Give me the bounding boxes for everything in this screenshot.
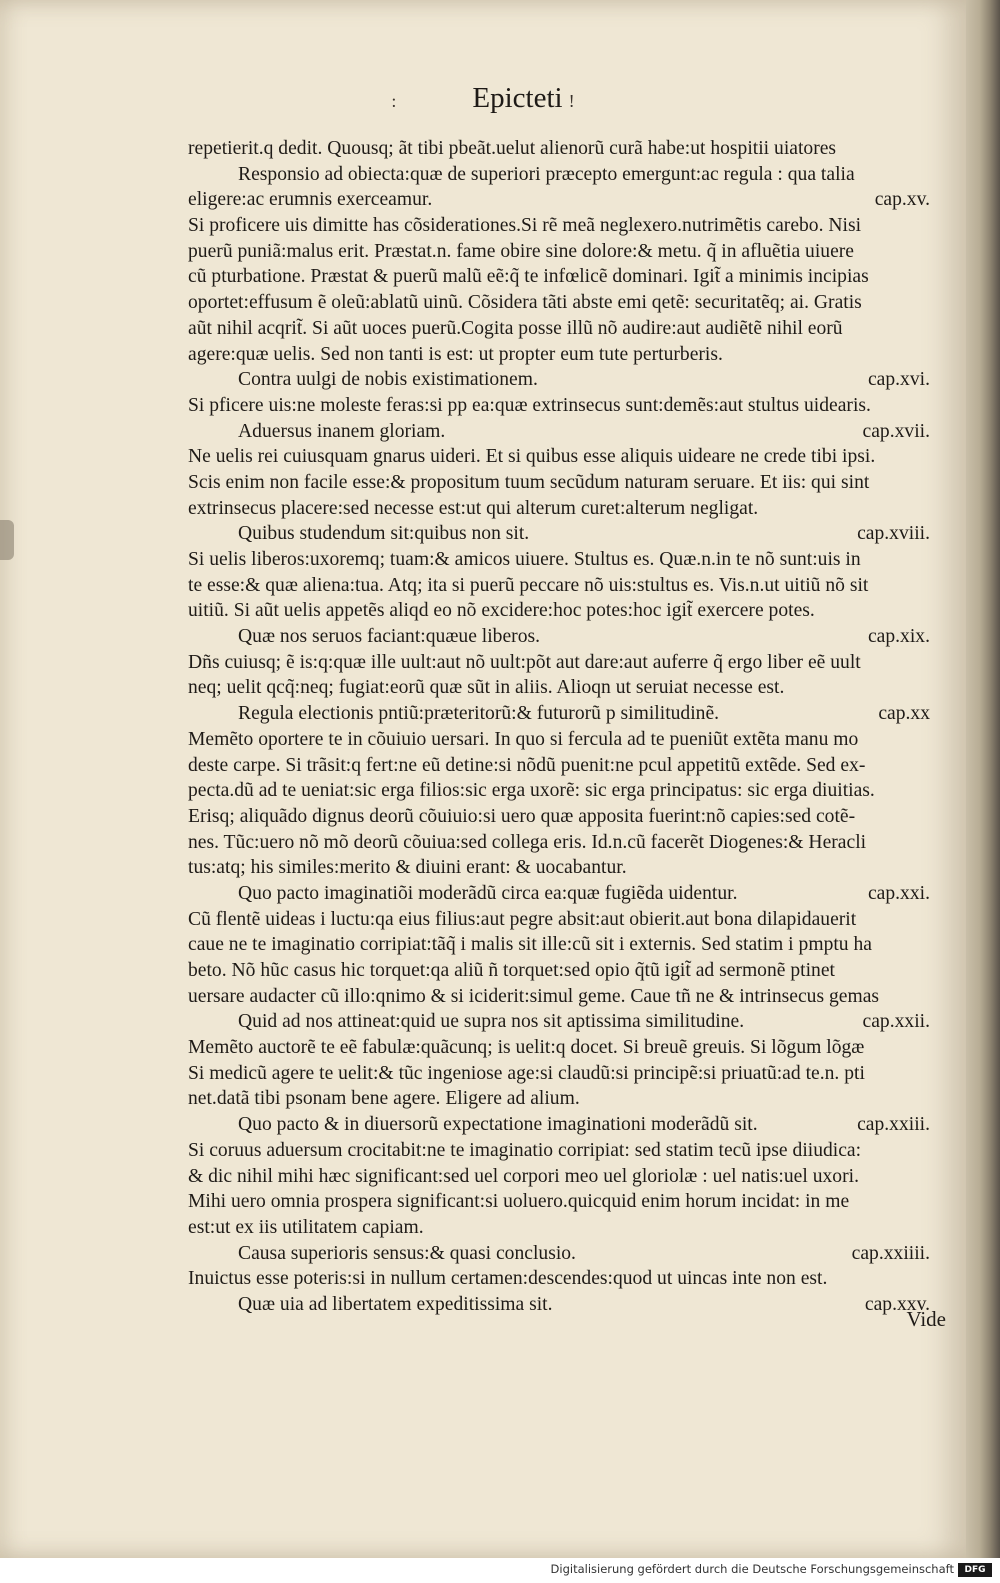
line-text: & dic nihil mihi hæc significant:sed uel corpori meo uel gloriolæ : uel natis:uel uxori. xyxy=(188,1165,859,1187)
line-text: est:ut ex iis utilitatem capiam. xyxy=(188,1216,424,1238)
dfg-logo: DFG xyxy=(958,1563,992,1577)
line-text: net.datã tibi psonam bene agere. Eligere ad alium. xyxy=(188,1088,580,1110)
line-text: beto. Nõ hũc casus hic torquet:qa aliũ ñ torquet:sed opio q̃tũ igit̃ ad sermonẽ ptinet xyxy=(188,960,835,981)
line-text: Erisq; aliquãdo dignus deorũ cõuiuio:si uero quæ apposita fuerint:nõ capies:sed cotẽ- xyxy=(188,805,856,827)
header-ornament-right: ! xyxy=(568,91,575,111)
line-text: Causa superioris sensus:& quasi conclusio. xyxy=(238,1242,576,1264)
text-line xyxy=(188,367,930,393)
text-line xyxy=(188,496,930,522)
text-line xyxy=(188,753,930,779)
line-text: tus:atq; his similes:merito & diuini erant: & uocabantur. xyxy=(188,857,627,879)
text-line xyxy=(188,264,930,290)
line-text: Quæ nos seruos faciant:quæue liberos. xyxy=(238,626,541,648)
text-line xyxy=(188,521,930,547)
line-text: uersare audacter cũ illo:qnimo & si iciderit:simul geme. Caue tñ ne & intrinsecus gemas xyxy=(188,985,880,1007)
line-text: cũ pturbatione. Præstat & puerũ malũ eẽ:q̃ te infœlicẽ dominari. Igit̃ a minimis incipias xyxy=(188,266,869,288)
chapter-label: cap.xxi. xyxy=(867,882,930,904)
text-line xyxy=(188,547,930,573)
text-line xyxy=(188,881,930,907)
chapter-label: cap.xix. xyxy=(867,626,930,648)
chapter-label: cap.xvi. xyxy=(867,369,930,391)
line-text: pecta.dũ ad te ueniat:sic erga filios:sic erga uxorẽ: sic erga principatus: sic erga diuitias. xyxy=(188,780,875,802)
text-line xyxy=(188,1164,930,1190)
text-line xyxy=(188,1112,930,1138)
text-line xyxy=(188,675,930,701)
text-line xyxy=(188,727,930,753)
text-line xyxy=(188,907,930,933)
text-line xyxy=(188,932,930,958)
text-line xyxy=(188,444,930,470)
chapter-label: cap.xxiiii. xyxy=(851,1242,930,1264)
line-text: Si uelis liberos:uxoremq; tuam:& amicos uiuere. Stultus es. Quæ.n.in te nõ sunt:uis in xyxy=(188,549,861,570)
text-line xyxy=(188,804,930,830)
line-text: oportet:effusum ẽ oleũ:ablatũ uinũ. Cõsidera tãti abste emi qetẽ: securitatẽq; ai. Gratis xyxy=(188,292,862,314)
header-title: Epicteti xyxy=(472,82,563,114)
line-text: Si coruus aduersum crocitabit:ne te imaginatio corripiat: sed statim tecũ ipse diiudica: xyxy=(188,1139,862,1161)
line-text: Quid ad nos attineat:quid ue supra nos sit aptissima similitudine. xyxy=(238,1011,745,1033)
line-text: Si pficere uis:ne moleste feras:si pp ea:quæ extrinsecus sunt:demẽs:aut stultus uidearis. xyxy=(188,394,871,416)
text-line xyxy=(188,342,930,368)
line-text: Responsio ad obiecta:quæ de superiori præcepto emergunt:ac regula : qua talia xyxy=(238,163,855,185)
footer-bar xyxy=(0,1558,1000,1583)
text-line xyxy=(188,470,930,496)
line-text: Memẽto oportere te in cõuiuio uersari. In quo si fercula ad te pueniũt extẽta manu mo xyxy=(188,728,859,750)
header-ornament-left: : xyxy=(391,91,397,111)
chapter-label: cap.xvii. xyxy=(862,420,930,442)
line-text: Ne uelis rei cuiusquam gnarus uideri. Et si quibus esse aliquis uideare ne crede tibi ipsi. xyxy=(188,446,876,468)
chapter-label: cap.xv. xyxy=(874,189,930,211)
text-line xyxy=(188,855,930,881)
gutter-mark xyxy=(0,520,14,560)
text-line xyxy=(188,213,930,239)
line-text: Quibus studendum sit:quibus non sit. xyxy=(238,523,530,545)
chapter-label: cap.xx xyxy=(878,703,930,725)
footer-credit: Digitalisierung gefördert durch die Deutsche Forschungsgemeinschaft xyxy=(550,1562,954,1576)
chapter-label: cap.xxiii. xyxy=(857,1114,930,1136)
text-line xyxy=(188,1266,930,1292)
line-text: Scis enim non facile esse:& propositum tuum secũdum naturam seruare. Et iis: qui sint xyxy=(188,471,870,493)
line-text: caue ne te imaginatio corripiat:tãq̃ i malis sit ille:cũ sit i externis. Sed statim i pmptu ha xyxy=(188,934,872,956)
text-line xyxy=(188,958,930,984)
line-text: Dñs cuiusq; ẽ is:q:quæ ille uult:aut nõ uult:põt aut dare:aut auferre q̃ ergo liber eẽ uult xyxy=(188,651,861,673)
chapter-label: cap.xxv. xyxy=(864,1293,930,1315)
line-text: Si medicũ agere te uelit:& tũc ingeniose age:si claudũ:si principẽ:si priuatũ:ad te.n. pti xyxy=(188,1062,865,1084)
line-text: Si proficere uis dimitte has cõsiderationes.Si rẽ meã neglexero.nutrimẽtis carebo. Nisi xyxy=(188,215,862,237)
line-text: neq; uelit qcq̃:neq; fugiat:eorũ quæ sũt in aliis. Alioqn ut seruiat necesse est. xyxy=(188,677,785,699)
chapter-label: cap.xviii. xyxy=(857,523,930,545)
text-line xyxy=(188,598,930,624)
text-line xyxy=(188,1061,930,1087)
text-line xyxy=(188,1138,930,1164)
catchword: Vide xyxy=(906,1307,946,1331)
page-edge xyxy=(966,0,1000,1558)
line-text: repetierit.q dedit. Quousq; ãt tibi pbeãt.uelut alienorũ curã habe:ut hospitii uiatores xyxy=(188,138,837,159)
text-line xyxy=(188,393,930,419)
text-line xyxy=(188,419,930,445)
line-text: agere:quæ uelis. Sed non tanti is est: ut propter eum tute perturberis. xyxy=(188,343,723,365)
text-line xyxy=(188,650,930,676)
text-line xyxy=(188,984,930,1010)
line-text: eligere:ac erumnis exerceamur. xyxy=(188,189,433,211)
line-text: deste carpe. Si trãsit:q fert:ne eũ detine:si nõdũ puenit:ne pcul appetitũ extẽde. Sed ex- xyxy=(188,754,866,776)
text-line xyxy=(188,701,930,727)
text-line xyxy=(188,778,930,804)
text-line xyxy=(188,624,930,650)
text-line xyxy=(188,1241,930,1267)
text-line xyxy=(188,187,930,213)
line-text: Inuictus esse poteris:si in nullum certamen:descendes:quod ut uincas inte non est. xyxy=(188,1268,828,1290)
line-text: uitiũ. Si aũt uelis appetẽs aliqd eo nõ excidere:hoc potes:hoc igit̃ exercere potes. xyxy=(188,600,815,622)
text-line xyxy=(188,1086,930,1112)
line-text: Memẽto auctorẽ te eẽ fabulæ:quãcunq; is uelit:q docet. Si breuẽ greuis. Si lõgum lõgæ xyxy=(188,1037,865,1059)
line-text: Quo pacto imaginatiõi moderãdũ circa ea:quæ fugiẽda uidentur. xyxy=(238,882,738,904)
text-line xyxy=(188,316,930,342)
line-text: Quo pacto & in diuersorũ expectatione imaginationi moderãdũ sit. xyxy=(238,1114,758,1136)
line-text: Aduersus inanem gloriam. xyxy=(238,420,446,442)
text-line xyxy=(188,830,930,856)
text-line xyxy=(188,162,930,188)
body-text xyxy=(188,136,930,1318)
chapter-label: cap.xxii. xyxy=(862,1011,930,1033)
text-line xyxy=(188,1292,930,1318)
line-text: Mihi uero omnia prospera significant:si uoluero.quicquid enim horum incidat: in me xyxy=(188,1191,850,1213)
line-text: nes. Tũc:uero nõ mõ deorũ cõuiua:sed collega eris. Id.n.cũ facerẽt Diogenes:& Heracli xyxy=(188,831,867,853)
line-text: extrinsecus placere:sed necesse est:ut qui alterum curet:alterum negligat. xyxy=(188,497,759,519)
text-line xyxy=(188,1009,930,1035)
text-line xyxy=(188,1189,930,1215)
line-text: Contra uulgi de nobis existimationem. xyxy=(238,369,538,391)
text-line xyxy=(188,573,930,599)
line-text: puerũ puniã:malus erit. Præstat.n. fame obire sine dolore:& metu. q̃ in afluẽtia uiuere xyxy=(188,240,855,262)
text-line xyxy=(188,239,930,265)
text-line xyxy=(188,1215,930,1241)
line-text: Regula electionis pntiũ:præteritorũ:& futurorũ p similitudinẽ. xyxy=(238,703,720,725)
line-text: aũt nihil acqrit̃. Si aũt uoces puerũ.Cogita posse illũ nõ audire:aut audiẽtẽ nihil eorũ xyxy=(188,317,843,339)
line-text: te esse:& quæ aliena:tua. Atq; ita si puerũ peccare nõ uis:stultus es. Vis.n.ut uitiũ nõ sit xyxy=(188,574,869,596)
text-line xyxy=(188,136,930,162)
running-header xyxy=(0,82,966,115)
text-line xyxy=(188,1035,930,1061)
text-line xyxy=(188,290,930,316)
line-text: Cũ flentẽ uideas i luctu:qa eius filius:aut pegre absit:aut obierit.aut bona dilapidauerit xyxy=(188,908,857,930)
line-text: Quæ uia ad libertatem expeditissima sit. xyxy=(238,1293,553,1315)
